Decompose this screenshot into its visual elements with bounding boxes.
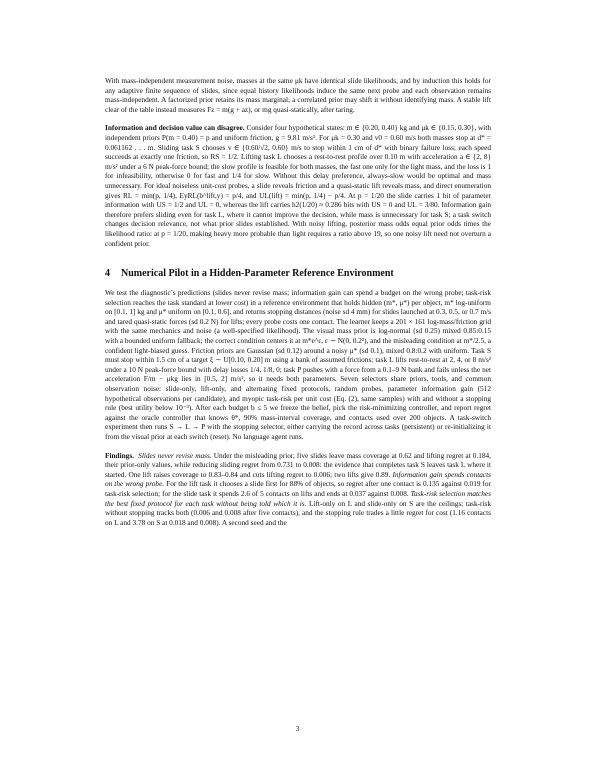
paragraph-information-vs-decision: [105, 123, 491, 248]
finding-text: Under the misleading prior, five slides leave mass coverage at 0.62 and lifting regret at 0.184, their prior-only values, while reducing sliding regret from 0.731 to 0.008: the evidence that completes task S leaves task L where it started. One lift raises coverage to 0.83–0.84 and cuts lifting regret to 0.006; two lifts give 0.89.: [105, 450, 491, 479]
section-heading: [105, 268, 491, 280]
paragraph-pilot-setup: We test the diagnostic’s predictions (slides never revise mass; information gain can spend a budget on the wrong probe; task-risk selection reaches the task standard at lower cost) in a reference environment that holds hidden (m*, μ*) per object, m* log-uniform on [0.1, 1] kg and μ* uniform on [0.1, 0.6], and returns stopping distances (noise sd 4 mm) for slides launched at 0.3, 0.5, or 0.7 m/s and tared quasi-static forces (sd 0.2 N) for lifts; every probe costs one contact. The learner keeps a 201 × 161 log-mass/friction grid with the same mechanics and noise (a well-specified likelihood). The visual mass prior is log-normal (sd 0.25) mixed 0.85:0.15 with a bounded uniform fallback; the correct condition centers it at m*e^ε, ε ∼ N(0, 0.2²), and the misleading condition at m*/2.5, a confident light-biased guess. Friction priors are Gaussian (sd 0.12) around a noisy μ* (sd 0.1), mixed 0.8:0.2 with uniform. Task S must stop within 1.5 cm of a target ξ ∼ U[0.10, 0.20] m using a bank of assumed frictions; task L lifts rest-to-rest at 2, 4, or 8 m/s² under a 10 N peak-force bound with delay losses 1/4, 1/8, 0; task P pushes with a force from a 0.1–9 N bank and fails unless the net acceleration F/m − μkg lies in [0.5, 2] m/s², so it needs both parameters. Seven selectors share priors, tools, and common observation noise: slide-only, lift-only, and alternating fixed protocols, random probes, parameter information gain (512 hypothetical observations per candidate), and myopic task-risk per unit cost (Eq. (2), same samples) with and without a stopping rule (best utility below 10⁻³). After each budget b ≤ 5 we freeze the belief, pick the risk-minimizing controller, and report regret against the oracle controller that knows θ*, 90% mass-interval coverage, and contacts used over 200 objects. A task-switch experiment then runs S → L → P with the stopping selector, either carrying the record across tasks (persistent) or re-initializing it from the visual prior at each switch (reset). No language agent runs.: [105, 288, 491, 441]
paragraph-lead: Findings.: [105, 450, 134, 460]
paragraph-body: Consider four hypothetical states: m ∈ {0.20, 0.40} kg and μk ∈ {0.15, 0.30}, with independent priors P(m = 0.40) = p and uniform friction, g = 9.81 m/s². For μk = 0.30 and v0 = 0.60 m/s both masses stop at d* = 0.061162 . . . m. Sliding task S chooses v ∈ {0.60/√2, 0.60} m/s to stop within 1 cm of d* with binary failure loss; each speed succeeds at exactly one friction, so RS = 1/2. Lifting task L chooses a rest-to-rest profile over 0.10 m with acceleration a ∈ {2, 8} m/s² under a 6 N peak-force bound; the slow profile is feasible for both masses, the fast one only for the light mass, and the loss is 1 for infeasibility, otherwise 0 for fast and 1/4 for slow. Without this delay preference, always-slow would be optimal and mass unnecessary. For ideal noiseless unit-cost probes, a slide reveals friction and a quasi-static lift reveals mass, and direct enumeration gives RL = min(p, 1/4), EyRL(b^lift,y) = p/4, and UL(lift) = min(p, 1/4) − p/4. At p = 1/20 the slide carries 1 bit of parameter information with US = 1/2 and UL = 0, whereas the lift carries h2(1/20) ≈ 0.286 bits with US = 0 and UL = 3/80. Information gain therefore prefers sliding even for task L, where it cannot improve the decision, while mass is unnecessary for task S; a task switch changes decision relevance, not what prior slides established. With noisy lifting, posterior mass odds equal prior odds times the likelihood ratio: at p = 1/20, making heavy more probable than light requires a ratio above 19, so one noisy lift need not overturn a confident prior.: [105, 123, 491, 248]
finding-text: Lift-only on L and slide-only on S are the ceilings; task-risk without stopping tracks both (0.006 and 0.008 after five contacts), and the stopping rule trades a little regret for cost (1.16 contacts on L and 3.78 on S at 0.018 and 0.008). A second seed and the: [105, 498, 491, 527]
paragraph-findings: [105, 451, 491, 528]
page-number: 3: [295, 724, 300, 733]
finding-heading: Task-risk selection matches the best fixed protocol for each task without being told which it is.: [105, 488, 491, 508]
paragraph-lead: Information and decision value can disagree.: [105, 123, 245, 133]
finding-text: For the lift task it chooses a slide first for 88% of objects, so regret after one contact is 0.135 against 0.019 for task-risk selection; for the slide task it spends 2.6 of 5 contacts on lifts and ends at 0.037 against 0.008.: [105, 479, 491, 498]
page-body: [105, 76, 491, 527]
section-title: Numerical Pilot in a Hidden-Parameter Reference Environment: [121, 268, 394, 280]
finding-heading: Information gain spends contacts on the wrong probe.: [105, 469, 491, 489]
paragraph-mass-independence: With mass-independent measurement noise, masses at the same μk have identical slide likelihoods, and by induction this holds for any adaptive finite sequence of slides, since equal history likelihoods induce the same next probe and each observation remains mass-independent. A factorized prior retains its mass marginal; a correlated prior may shift it without identifying mass. A stable lift clear of the table instead measures Fz = m(g + az), or mg quasi-statically, after taring.: [105, 76, 491, 114]
section-number: 4: [105, 268, 110, 280]
finding-heading: Slides never revise mass.: [138, 450, 212, 460]
